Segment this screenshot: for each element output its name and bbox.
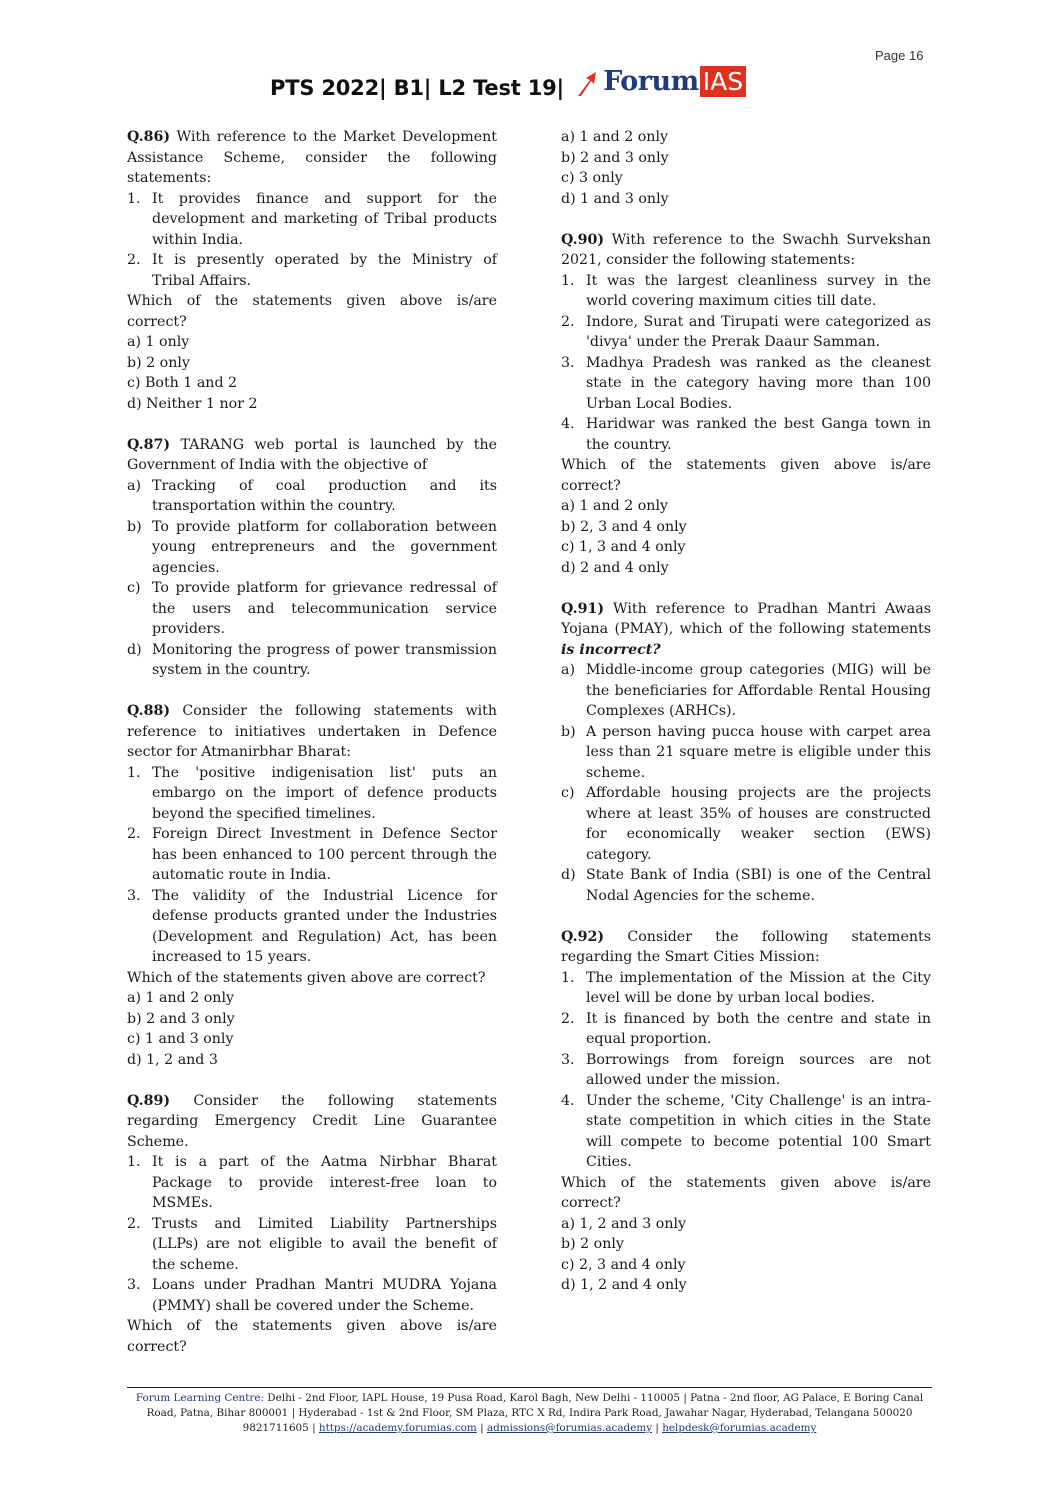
item-marker: 1. <box>127 1154 141 1170</box>
option: d) Neither 1 nor 2 <box>127 395 258 412</box>
statement-item <box>561 968 931 1009</box>
question-prompt: Which of the statements given above are correct? <box>127 969 486 986</box>
option-item <box>561 783 931 865</box>
question-87 <box>127 435 497 681</box>
item-marker: 3. <box>561 1051 575 1068</box>
item-text: Foreign Direct Investment in Defence Sector has been enhanced to 100 percent through the automatic route in India. <box>152 826 497 883</box>
option: d) 1, 2 and 4 only <box>561 1277 687 1293</box>
right-column <box>561 127 931 1316</box>
option-item <box>127 640 497 681</box>
statement-item <box>127 886 497 968</box>
logo-arrow-icon <box>576 68 598 98</box>
statement-item <box>127 1152 497 1214</box>
item-marker: 2. <box>561 313 575 330</box>
item-text: Loans under Pradhan Mantri MUDRA Yojana (PMMY) shall be covered under the Scheme. <box>152 1277 497 1314</box>
item-marker: 2. <box>127 1215 141 1232</box>
option: b) 2 only <box>127 354 190 371</box>
question-stem: With reference to Pradhan Mantri Awaas Yojana (PMAY), which of the following statements <box>561 600 931 637</box>
question-prompt: Which of the statements given above is/are correct? <box>127 293 497 330</box>
item-marker: 4. <box>561 1092 575 1109</box>
footer-brand: Forum Learning Centre: <box>135 1392 264 1404</box>
helpdesk-email-link[interactable]: helpdesk@forumias.academy <box>662 1422 817 1434</box>
option: a) 1, 2 and 3 only <box>561 1215 687 1232</box>
option: c) 3 only <box>561 170 623 186</box>
statement-item <box>561 414 931 455</box>
item-text: It provides finance and support for the development and marketing of Tribal products within India. <box>152 190 497 248</box>
item-marker: 2. <box>561 1010 575 1027</box>
question-emphasis: is incorrect? <box>561 641 661 658</box>
option: b) 2 and 3 only <box>127 1010 235 1027</box>
footer-contacts <box>127 1421 932 1436</box>
question-89-options <box>561 127 931 209</box>
item-text: The validity of the Industrial Licence for defense products granted under the Industries (Development and Regulation) Act, has been increased to 15 years. <box>152 887 497 965</box>
option: b) 2 only <box>561 1236 624 1252</box>
item-text: Trusts and Limited Liability Partnerships (LLPs) are not eligible to avail the benefit of the scheme. <box>152 1215 497 1273</box>
page-header <box>270 66 790 108</box>
academy-link[interactable]: https://academy.forumias.com <box>318 1422 477 1434</box>
item-text: It is presently operated by the Ministry of Tribal Affairs. <box>152 252 497 289</box>
statement-item <box>127 824 497 886</box>
question-86 <box>127 127 497 414</box>
item-marker: a) <box>561 662 575 678</box>
question-91 <box>561 599 931 907</box>
separator: | <box>308 1422 319 1434</box>
statement-item <box>127 189 497 251</box>
statement-item <box>561 1050 931 1091</box>
statement-item <box>127 1214 497 1276</box>
item-text: It is financed by both the centre and state in equal proportion. <box>586 1010 931 1047</box>
item-text: Tracking of coal production and its transportation within the country. <box>152 477 497 514</box>
statement-item <box>561 1091 931 1173</box>
option: d) 2 and 4 only <box>561 559 669 576</box>
question-stem: Consider the following statements regarding the Smart Cities Mission: <box>561 928 931 965</box>
question-stem: Consider the following statements regarding Emergency Credit Line Guarantee Scheme. <box>127 1092 497 1150</box>
item-marker: 3. <box>561 354 575 371</box>
answer-options <box>127 332 497 414</box>
item-marker: d) <box>561 867 576 883</box>
item-text: Haridwar was ranked the best Ganga town in the country. <box>586 416 931 453</box>
item-text: The implementation of the Mission at the City level will be done by urban local bodies. <box>586 969 931 1006</box>
option: d) 1, 2 and 3 <box>127 1051 218 1068</box>
question-number: Q.90) <box>561 231 605 248</box>
option-item <box>127 476 497 517</box>
question-prompt: Which of the statements given above is/are correct? <box>561 1174 931 1211</box>
option: a) 1 and 2 only <box>127 990 234 1006</box>
question-90 <box>561 230 931 579</box>
question-92 <box>561 927 931 1296</box>
option: b) 2, 3 and 4 only <box>561 518 687 535</box>
item-text: State Bank of India (SBI) is one of the Central Nodal Agencies for the scheme. <box>586 867 931 904</box>
item-text: Borrowings from foreign sources are not allowed under the mission. <box>586 1051 931 1088</box>
statement-item <box>127 250 497 291</box>
question-88 <box>127 701 497 1070</box>
question-number: Q.91) <box>561 600 605 617</box>
option: c) Both 1 and 2 <box>127 375 238 391</box>
option-item <box>561 865 931 906</box>
option: c) 2, 3 and 4 only <box>561 1256 686 1273</box>
item-text: To provide platform for grievance redressal of the users and telecommunication service providers. <box>152 580 497 637</box>
item-marker: 2. <box>127 826 141 842</box>
answer-options <box>561 127 931 209</box>
question-stem: Consider the following statements with reference to initiatives undertaken in Defence sector for Atmanirbhar Bharat: <box>127 703 497 760</box>
question-number: Q.92) <box>561 928 605 945</box>
item-marker: c) <box>127 580 141 596</box>
item-marker: b) <box>561 723 576 740</box>
statement-item <box>127 763 497 825</box>
question-prompt: Which of the statements given above is/are correct? <box>127 1318 497 1355</box>
statement-item <box>561 1009 931 1050</box>
question-prompt: Which of the statements given above is/are correct? <box>561 457 931 494</box>
footer-address-text: Delhi - 2nd Floor, IAPL House, 19 Pusa Road, Karol Bagh, New Delhi - 110005 | Patna - 2nd floor, AG Palace, E Boring Canal <box>263 1392 924 1404</box>
footer-address-line-1 <box>127 1391 932 1406</box>
option: c) 1, 3 and 4 only <box>561 539 686 555</box>
footer-address-line-2: Road, Patna, Bihar 800001 | Hyderabad - 1st & 2nd Floor, SM Plaza, RTC X Rd, Indira Park Road, Jawahar Nagar, Hyderabad, Telangana 500020 <box>146 1407 913 1419</box>
statement-item <box>561 312 931 353</box>
option: a) 1 and 2 only <box>561 129 668 145</box>
item-text: Madhya Pradesh was ranked as the cleanest state in the category having more than 100 Urban Local Bodies. <box>586 354 931 412</box>
question-stem: TARANG web portal is launched by the Government of India with the objective of <box>127 436 498 473</box>
option: d) 1 and 3 only <box>561 190 669 207</box>
question-number: Q.89) <box>127 1092 171 1109</box>
item-text: It was the largest cleanliness survey in the world covering maximum cities till date. <box>586 272 931 309</box>
item-marker: 3. <box>127 1277 141 1293</box>
option-item <box>127 517 497 579</box>
item-text: A person having pucca house with carpet area less than 21 square metre is eligible under this scheme. <box>586 723 931 781</box>
option-item <box>561 722 931 784</box>
left-column <box>127 127 497 1378</box>
logo-forum-text: Forum <box>603 66 699 97</box>
item-text: It is a part of the Aatma Nirbhar Bharat Package to provide interest-free loan to MSMEs. <box>152 1154 497 1211</box>
question-number: Q.88) <box>127 703 171 719</box>
item-text: To provide platform for collaboration between young entrepreneurs and the government agencies. <box>152 518 497 576</box>
page-footer <box>127 1387 932 1436</box>
item-text: Middle-income group categories (MIG) will be the beneficiaries for Affordable Rental Housing Complexes (ARHCs). <box>586 662 931 719</box>
item-marker: 2. <box>127 252 141 268</box>
item-text: Monitoring the progress of power transmission system in the country. <box>152 641 497 678</box>
option-item <box>561 660 931 722</box>
item-text: Under the scheme, 'City Challenge' is an intra-state competition in which cities in the State will compete to become potential 100 Smart Cities. <box>586 1092 931 1170</box>
separator: | <box>476 1422 487 1434</box>
item-text: Indore, Surat and Tirupati were categorized as 'divya' under the Prerak Daaur Samman. <box>586 313 931 350</box>
statement-item <box>561 271 931 312</box>
option: a) 1 only <box>127 334 190 350</box>
logo-ias-text: IAS <box>700 66 746 97</box>
item-marker: 1. <box>127 764 141 781</box>
item-marker: 1. <box>561 272 575 289</box>
forumias-logo <box>576 66 746 100</box>
item-marker: 1. <box>127 190 141 207</box>
item-marker: 4. <box>561 416 575 432</box>
item-marker: 1. <box>561 969 575 986</box>
question-stem: With reference to the Swachh Survekshan 2021, consider the following statements: <box>561 231 931 268</box>
question-89 <box>127 1091 497 1358</box>
question-stem: With reference to the Market Development Assistance Scheme, consider the following statements: <box>127 129 497 186</box>
option-item <box>127 578 497 640</box>
option: a) 1 and 2 only <box>561 498 668 514</box>
separator: | <box>652 1422 663 1434</box>
item-marker: c) <box>561 785 575 801</box>
answer-options <box>561 1214 931 1296</box>
answer-options <box>561 496 931 578</box>
statement-item <box>561 353 931 415</box>
item-marker: b) <box>127 518 142 535</box>
footer-phone: 9821711605 <box>242 1422 309 1434</box>
page-number: Page 16 <box>875 48 924 63</box>
test-title: PTS 2022| B1| L2 Test 19| <box>270 76 565 100</box>
statement-item <box>127 1275 497 1316</box>
item-text: Affordable housing projects are the projects where at least 35% of houses are constructed for economically weaker section (EWS) category. <box>586 785 931 863</box>
question-number: Q.86) <box>127 129 171 145</box>
option: b) 2 and 3 only <box>561 149 669 166</box>
admissions-email-link[interactable]: admissions@forumias.academy <box>486 1422 653 1434</box>
option: c) 1 and 3 only <box>127 1031 234 1047</box>
item-marker: a) <box>127 477 141 494</box>
answer-options <box>127 988 497 1070</box>
question-number: Q.87) <box>127 436 171 453</box>
item-marker: d) <box>127 641 142 658</box>
item-marker: 3. <box>127 887 141 904</box>
item-text: The 'positive indigenisation list' puts an embargo on the import of defence products beyond the specified timelines. <box>152 764 497 822</box>
